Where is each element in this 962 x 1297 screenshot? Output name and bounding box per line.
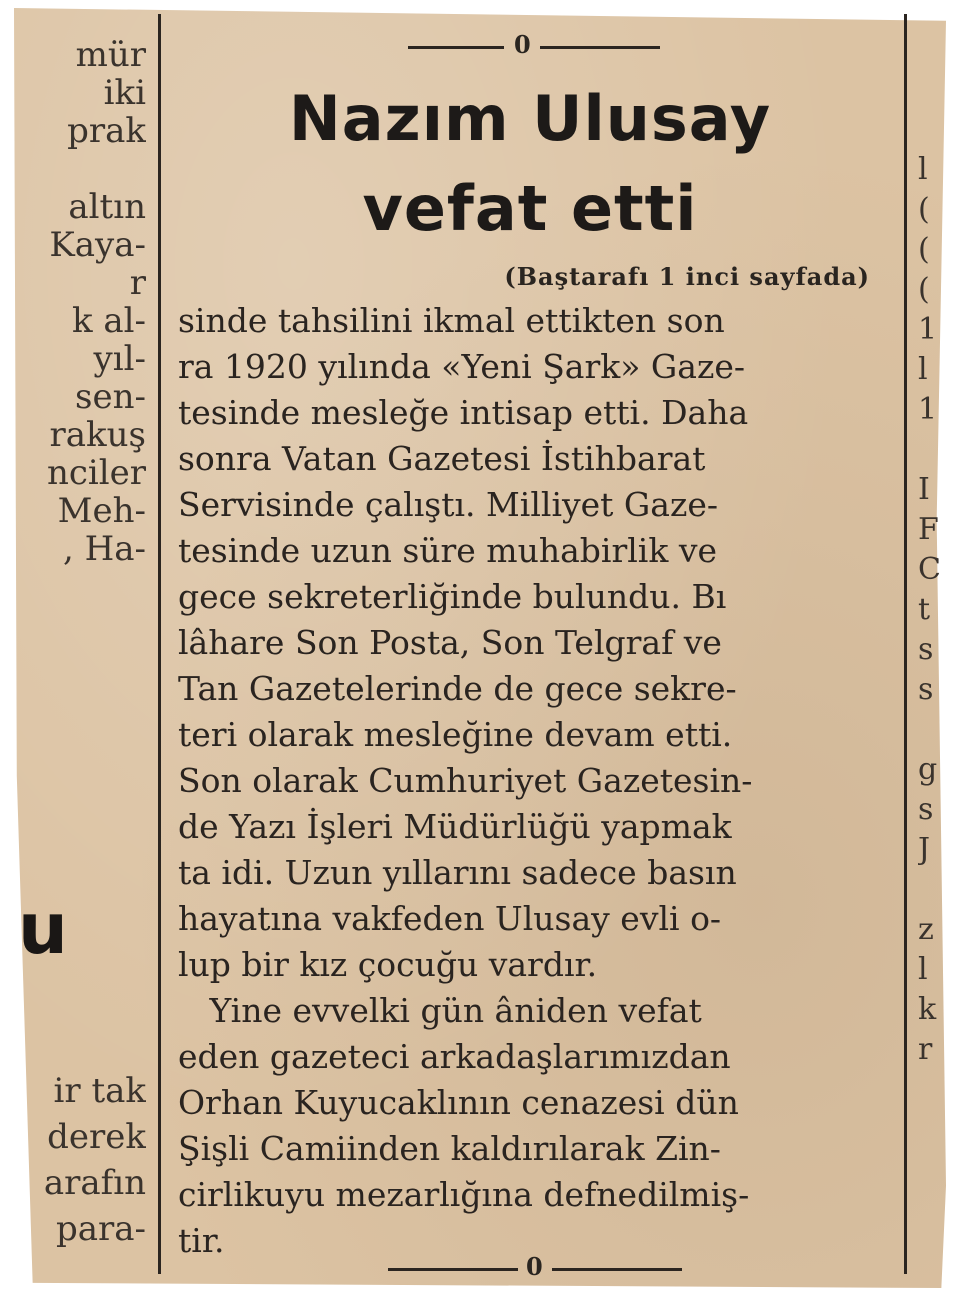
right-fragment: F bbox=[918, 512, 939, 547]
body-line: Tan Gazetelerinde de gece sekre- bbox=[178, 669, 737, 708]
body-line: gece sekreterliğinde bulundu. Bı bbox=[178, 577, 727, 616]
left-fragment: mür bbox=[75, 36, 146, 75]
headline-line-2: vefat etti bbox=[362, 172, 698, 245]
right-column-fragments bbox=[918, 150, 948, 1070]
right-fragment: t bbox=[918, 592, 931, 627]
bottom-separator-left bbox=[388, 1268, 518, 1271]
body-line: Orhan Kuyucaklının cenazesi dün bbox=[178, 1083, 739, 1122]
left-fragment bbox=[18, 150, 146, 188]
left-fragment: sen- bbox=[75, 377, 146, 417]
right-fragment: s bbox=[918, 792, 934, 827]
left-fragment: derek bbox=[47, 1117, 146, 1157]
left-fragment: Meh- bbox=[57, 491, 146, 531]
left-fragment: prak bbox=[67, 111, 146, 151]
body-line: teri olarak mesleğine devam etti. bbox=[178, 715, 733, 754]
left-fragment: rakuş bbox=[49, 415, 146, 455]
right-fragment: I bbox=[918, 472, 930, 507]
left-fragment: nciler bbox=[46, 453, 146, 493]
left-fragment: Kaya- bbox=[49, 225, 146, 265]
right-fragment: l bbox=[918, 952, 928, 987]
right-fragment: s bbox=[918, 672, 934, 707]
left-fragment: arafın bbox=[43, 1163, 146, 1203]
article-body bbox=[178, 298, 888, 1264]
body-line: cirlikuyu mezarlığına defnedilmiş- bbox=[178, 1175, 750, 1214]
left-fragment: para- bbox=[55, 1209, 146, 1249]
continuation-note: (Baştarafı 1 inci sayfada) bbox=[504, 262, 870, 291]
body-line: de Yazı İşleri Müdürlüğü yapmak bbox=[178, 807, 732, 846]
bottom-separator-right bbox=[552, 1268, 682, 1271]
left-fragment: , Ha- bbox=[62, 529, 146, 568]
right-fragment: r bbox=[918, 1032, 933, 1067]
body-line: eden gazeteci arkadaşlarımızdan bbox=[178, 1037, 731, 1076]
right-fragment: 1 bbox=[918, 312, 938, 347]
bottom-separator-mark: 0 bbox=[526, 1252, 543, 1281]
right-fragment: s bbox=[918, 632, 934, 667]
body-line: tesinde mesleğe intisap etti. Daha bbox=[178, 393, 749, 432]
right-fragment: ( bbox=[918, 192, 930, 227]
left-column-fragments-bottom bbox=[18, 1068, 146, 1252]
right-fragment: ( bbox=[918, 232, 930, 267]
body-line: Şişli Camiinden kaldırılarak Zin- bbox=[178, 1129, 721, 1168]
right-fragment: g bbox=[918, 752, 938, 787]
body-line: lup bir kız çocuğu vardır. bbox=[178, 945, 598, 984]
right-fragment bbox=[918, 430, 948, 470]
right-fragment: C bbox=[918, 552, 941, 587]
top-separator-right bbox=[540, 46, 660, 49]
right-fragment: J bbox=[918, 832, 931, 867]
right-fragment: l bbox=[918, 152, 928, 187]
right-fragment: ( bbox=[918, 272, 930, 307]
right-fragment bbox=[918, 710, 948, 750]
left-fragment: ir tak bbox=[53, 1071, 146, 1111]
headline-line-1: Nazım Ulusay bbox=[288, 82, 772, 155]
right-fragment: z bbox=[918, 912, 934, 947]
left-fragment: yıl- bbox=[93, 339, 146, 379]
right-fragment: l bbox=[918, 352, 928, 387]
left-fragment: r bbox=[129, 263, 146, 303]
left-fragment: k al- bbox=[71, 301, 146, 341]
body-line: Son olarak Cumhuriyet Gazetesin- bbox=[178, 761, 753, 800]
left-column-fragments bbox=[18, 36, 146, 568]
right-column-rule bbox=[904, 14, 907, 1274]
left-column-rule bbox=[158, 14, 161, 1274]
right-fragment: k bbox=[918, 992, 937, 1027]
left-fragment: iki bbox=[103, 73, 146, 113]
top-separator-left bbox=[408, 46, 504, 49]
body-line: ta idi. Uzun yıllarını sadece basın bbox=[178, 853, 737, 892]
body-line: tesinde uzun süre muhabirlik ve bbox=[178, 531, 717, 570]
body-line: sinde tahsilini ikmal ettikten son bbox=[178, 301, 725, 340]
right-fragment: 1 bbox=[918, 392, 938, 427]
left-fragment: altın bbox=[68, 187, 146, 227]
left-headline-fragment: u bbox=[18, 888, 68, 970]
body-line: hayatına vakfeden Ulusay evli o- bbox=[178, 899, 722, 938]
body-line: lâhare Son Posta, Son Telgraf ve bbox=[178, 623, 722, 662]
body-line: sonra Vatan Gazetesi İstihbarat bbox=[178, 439, 706, 478]
top-separator-mark: 0 bbox=[514, 30, 531, 59]
body-line: ra 1920 yılında «Yeni Şark» Gaze- bbox=[178, 347, 746, 386]
body-line: Servisinde çalıştı. Milliyet Gaze- bbox=[178, 485, 719, 524]
body-line: Yine evvelki gün âniden vefat bbox=[178, 991, 702, 1030]
right-fragment bbox=[918, 870, 948, 910]
body-line: tir. bbox=[178, 1221, 225, 1260]
